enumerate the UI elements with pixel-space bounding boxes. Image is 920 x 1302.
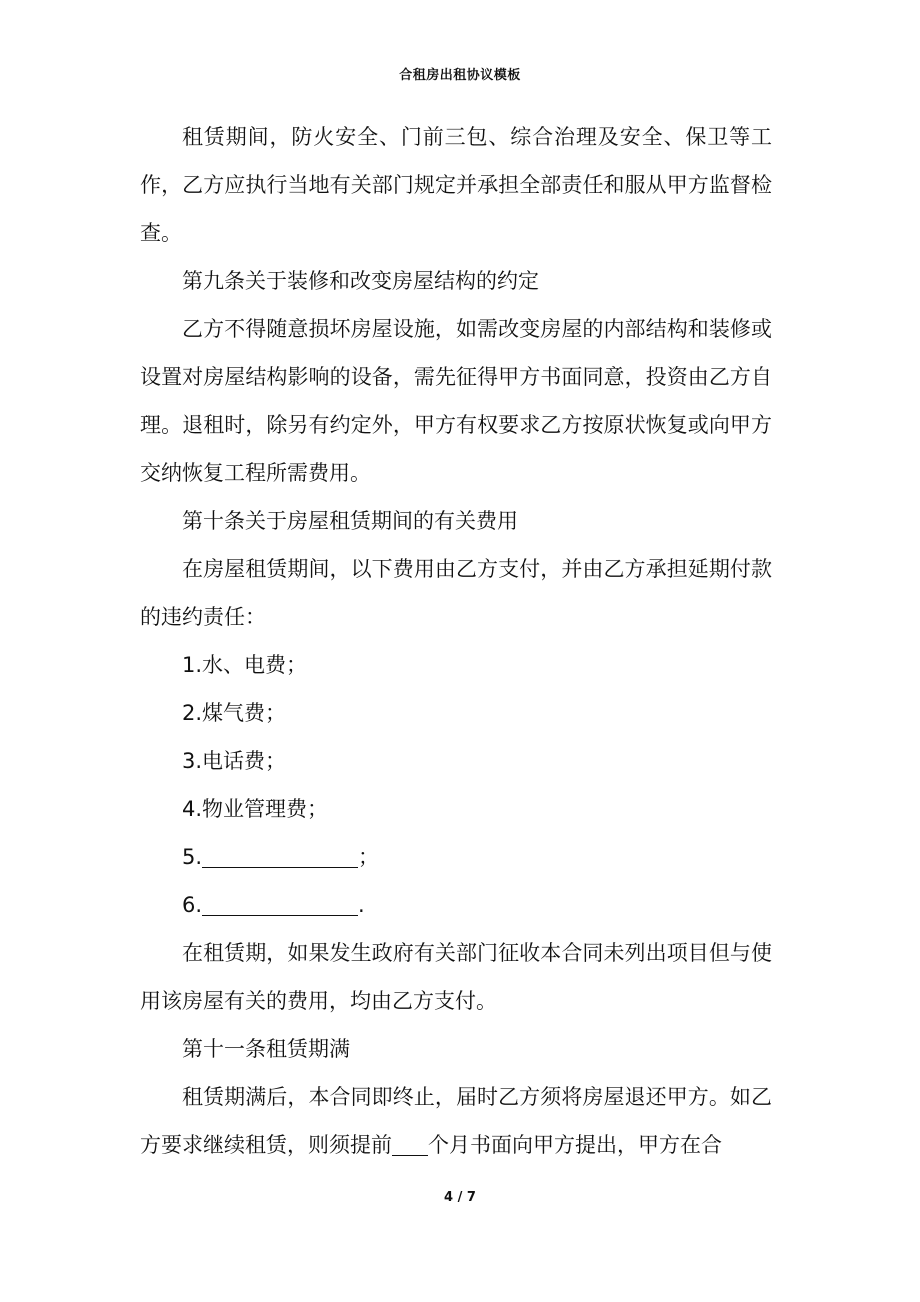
clause-10-heading: 第十条关于房屋租赁期间的有关费用 xyxy=(182,509,518,533)
page-header-title: 合租房出租协议模板 xyxy=(399,68,521,83)
list-item-5-blank xyxy=(140,833,772,881)
list-item-gas: 2.煤气费； xyxy=(182,701,287,725)
clause-9-heading: 第九条关于装修和改变房屋结构的约定 xyxy=(182,269,539,293)
fill-in-blank-line xyxy=(202,893,358,916)
paragraph-lease-expiry xyxy=(140,1073,772,1169)
page-number: 4 / 7 xyxy=(444,1190,476,1205)
list-item-6-punctuation: . xyxy=(358,893,365,917)
paragraph-safety-responsibility: 租赁期间，防火安全、门前三包、综合治理及安全、保卫等工作，乙方应执行当地有关部门规定并承担全部责任和服从甲方监督检查。 xyxy=(140,125,772,245)
paragraph-government-fees: 在租赁期，如果发生政府有关部门征收本合同未列出项目但与使用该房屋有关的费用，均由乙方支付。 xyxy=(140,941,772,1013)
list-item-telephone: 3.电话费； xyxy=(182,749,287,773)
document-body xyxy=(140,113,772,1169)
list-item-water-electricity: 1.水、电费； xyxy=(182,653,308,677)
list-item-6-blank xyxy=(140,881,772,929)
lease-expiry-text-part1: 租赁期满后，本合同即终止，届时乙方须将房屋退还甲方。如乙方要求继续租赁，则须提前 xyxy=(140,1085,772,1157)
fill-in-blank-line xyxy=(202,845,358,868)
list-item-5-punctuation: ； xyxy=(358,845,380,869)
list-item-5-number: 5. xyxy=(182,845,203,869)
fill-in-blank-line xyxy=(392,1133,428,1156)
list-item-property-management: 4.物业管理费； xyxy=(182,797,329,821)
clause-11-heading: 第十一条租赁期满 xyxy=(182,1037,350,1061)
paragraph-renovation-terms: 乙方不得随意损坏房屋设施，如需改变房屋的内部结构和装修或设置对房屋结构影响的设备，需先征得甲方书面同意，投资由乙方自理。退租时，除另有约定外，甲方有权要求乙方按原状恢复或向甲方交纳恢复工程所需费用。 xyxy=(140,317,772,485)
lease-expiry-text-part2: 个月书面向甲方提出，甲方在合 xyxy=(428,1133,722,1157)
list-item-6-number: 6. xyxy=(182,893,203,917)
paragraph-fees-intro: 在房屋租赁期间，以下费用由乙方支付，并由乙方承担延期付款的违约责任： xyxy=(140,557,772,629)
